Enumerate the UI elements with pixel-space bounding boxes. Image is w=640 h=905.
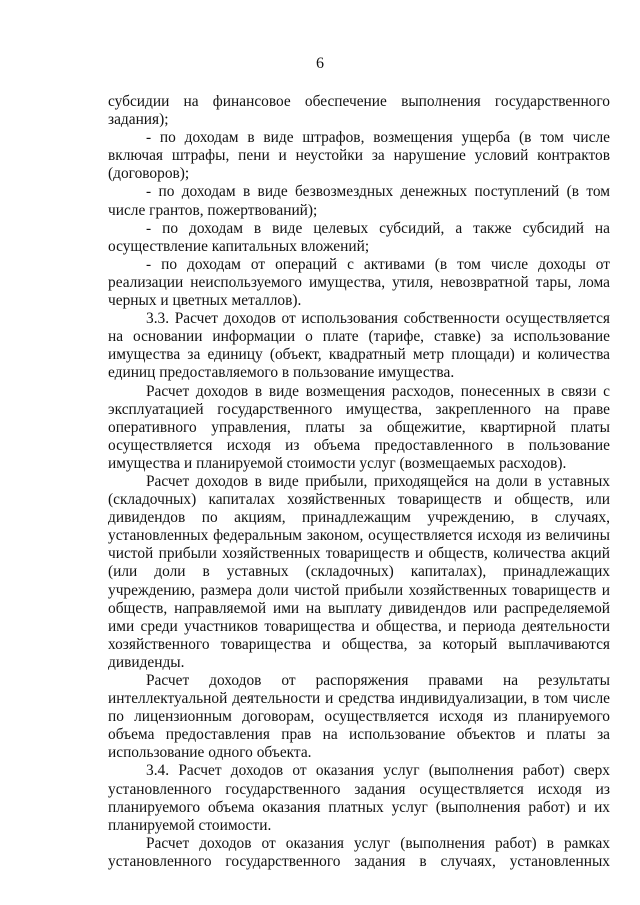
paragraph-4: - по доходам в виде целевых субсидий, а также субсидий на осуществление капитальных вложений; [108,219,610,255]
paragraph-10: 3.4. Расчет доходов от оказания услуг (выполнения работ) сверх установленного государственного задания осуществляется исходя из планируемого объема оказания платных услуг (выполнения работ) и их планируемой стоимости. [108,762,610,834]
paragraph-3: - по доходам в виде безвозмездных денежных поступлений (в том числе грантов, пожертвований); [108,183,610,219]
paragraph-7: Расчет доходов в виде возмещения расходов, понесенных в связи с эксплуатацией государственного имущества, закрепленного на праве оперативного управления, платы за общежитие, квартирной платы осуществляется исходя из объема предоставленного в пользование имущества и планируемой стоимости услуг (возмещаемых расходов). [108,382,610,472]
paragraph-8: Расчет доходов в виде прибыли, приходящейся на доли в уставных (складочных) капиталах хозяйственных товариществ и обществ, или дивидендов по акциям, принадлежащим учреждению, в случаях, установленных федеральным законом, осуществляется исходя из величины чистой прибыли хозяйственных товариществ и обществ, количества акций (или доли в уставных (складочных) капиталах), принадлежащих учреждению, размера доли чистой прибыли хозяйственных товариществ и обществ, направляемой ими на выплату дивидендов или распределяемой ими среди участников товарищества и общества, и периода деятельности хозяйственного товарищества и общества, за который выплачиваются дивиденды. [108,472,610,671]
paragraph-2: - по доходам в виде штрафов, возмещения ущерба (в том числе включая штрафы, пени и неустойки за нарушение условий контрактов (договоров); [108,129,610,183]
document-body [108,93,610,871]
paragraph-11: Расчет доходов от оказания услуг (выполнения работ) в рамках установленного государственного задания в случаях, установленных [108,834,610,870]
paragraph-9: Расчет доходов от распоряжения правами на результаты интеллектуальной деятельности и средства индивидуализации, в том числе по лицензионным договорам, осуществляется исходя из планируемого объема предоставления прав на использование объектов и платы за использование одного объекта. [108,672,610,762]
page-number: 6 [316,55,324,72]
paragraph-5: - по доходам от операций с активами (в том числе доходы от реализации неиспользуемого имущества, утиля, невозвратной тары, лома черных и цветных металлов). [108,255,610,310]
paragraph-6: 3.3. Расчет доходов от использования собственности осуществляется на основании информации о плате (тарифе, ставке) за использование имущества за единицу (объект, квадратный метр площади) и количества единиц предоставляемого в пользование имущества. [108,310,610,382]
paragraph-1: субсидии на финансовое обеспечение выполнения государственного задания); [108,93,610,129]
